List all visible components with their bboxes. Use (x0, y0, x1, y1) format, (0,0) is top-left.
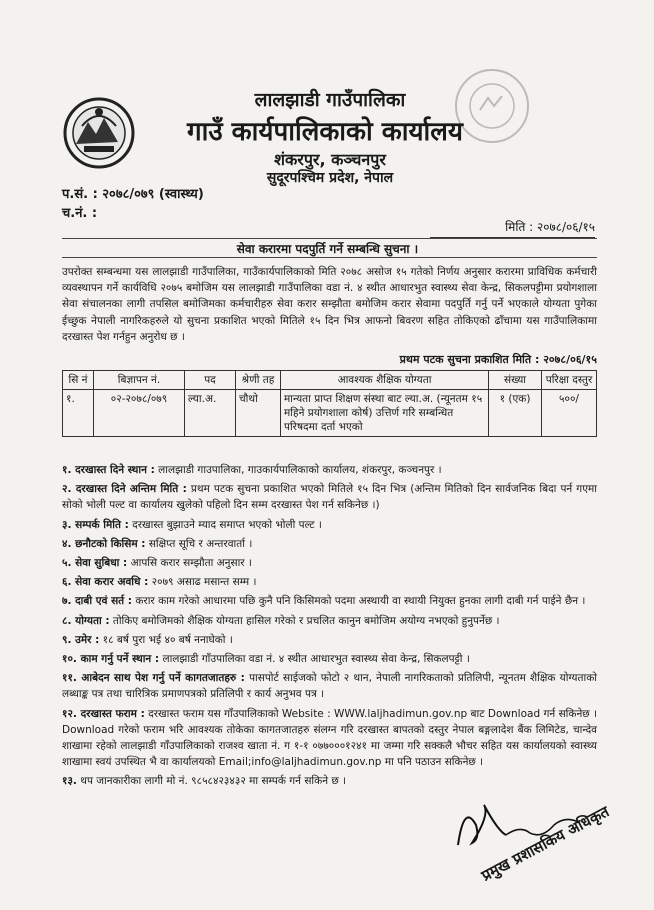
office-location: शंकरपुर, कञ्चनपुर (274, 150, 386, 169)
list-item-text: थप जानकारीका लागी मो नं. ९८५८४२३४३२ मा सम्पर्क गर्न सकिने छ । (76, 775, 347, 788)
municipality-emblem-icon (62, 96, 136, 170)
list-item (62, 517, 597, 533)
list-item-label: ४. छनौटको किसिम : (62, 537, 146, 550)
reference-number: प.सं. : २०७८/०७९ (स्वास्थ्य) (62, 187, 204, 202)
list-item-text: करार काम गरेको आधारमा पछि कुनै पनि किसिमको पदमा अस्थायी वा स्थायी नियुक्त हुनका लागी दाबी गर्न पाईने छैन । (132, 595, 586, 608)
list-item-label: ६. सेवा करार अवधि : (62, 576, 149, 589)
table-cell: चौथो (236, 390, 281, 437)
list-item (62, 536, 597, 552)
list-item-text: लालझाडी गाउपालिका, गाउकार्यपालिकाको कार्यालय, शंकरपुर, कञ्चनपुर । (154, 464, 442, 476)
list-item-text: तोकिए बमोजिमको शैक्षिक योग्यता हासिल गरेको र प्रचलित कानुन बमोजिम अयोग्य नभएको हुनुपर्नेछ । (109, 614, 500, 627)
list-item (62, 593, 597, 609)
published-date-line: प्रथम पटक सुचना प्रकाशित मिति : २०७८/०६/१५ (399, 353, 597, 366)
list-item (62, 651, 597, 667)
province-name: सुदूरपश्चिम प्रदेश, नेपाल (266, 170, 394, 186)
list-item-label: ५. सेवा सुबिधा : (62, 557, 128, 570)
column-header: श्रेणी तह (236, 371, 281, 390)
column-header: संख्या (489, 371, 542, 390)
list-item-label: ७. दाबी एवं सर्त : (62, 595, 133, 608)
list-item-text: लालझाडी गाँउपालिका वडा नं. ४ स्थीत आधारभुत स्वास्थ्य सेवा केन्द्र, सिकलपट्टी । (159, 653, 470, 666)
list-item-label: १०. काम गर्नु पर्ने स्थान : (62, 653, 160, 666)
list-item-text: २०७९ असाढ मसान्त सम्म । (148, 576, 257, 589)
list-item-text: आपसि करार सम्झौता अनुसार । (127, 557, 252, 570)
column-header: पद (185, 371, 236, 390)
list-item (62, 555, 597, 571)
list-item (62, 706, 597, 771)
table-cell: ल्या.अ. (185, 390, 236, 437)
list-item-text: दरखास्त फराम यस गाँउपालिकाको Website : WWW.laljhadimun.gov.np बाट Download गर्न सकिनेछ । Download गरेको फराम भरि आवश्यक तोकेका कागतजातहरु संलग्न गरि दरखास्त बापतको दस्तुर नेपाल बङ्गलादेश बैंक लिमिटेड, चान्देव शाखामा रहेको लालझाडी गाँउपालिकाको राजश्व खाता नं. ग १-१ ०७७०००१२४१ मा जम्मा गरि सक्कलै भौचर सहित यस कार्यालयको स्वास्थ्य शाखामा स्वयं उपस्थित भै वा कार्यालयको Email;info@laljhadimun.gov.np मा पनि पठाउन सकिनेछ । (62, 707, 597, 769)
column-header: बिज्ञापन नं. (94, 371, 185, 390)
dispatch-number: च.नं. : (62, 206, 98, 221)
notice-title: सेवा करारमा पदपुर्ति गर्ने सम्बन्धि सुचना । (236, 242, 419, 256)
intro-paragraph: उपरोक्त सम्बन्धमा यस लालझाडी गाउँपालिका, गाउँकार्यपालिकाको मिति २०७८ असोज १५ गतेको निर्णय अनुसार करारमा प्राविधिक कर्मचारी व्यवस्थापन गर्ने कार्यविधि २०७५ बमोजिम यस लालझाडी गाउँपालिका वडा नं. ४ स्थीत आधारभुत स्वास्थ्य सेवा केन्द्र, सिकलपट्टीमा प्रयोगशाला सेवा संचालनका लागी तपसिल बमोजिमका कर्मचारीहरु सेवा करार सम्झौता बमोजिम करार सेवामा पदपुर्ति गर्नु पर्ने भएकाले योग्यता पुगेका ईच्छुक नेपाली नागरिकहरुले यो सुचना प्रकाशित भएको मितिले १५ दिन भित्र आफनो बिवरण सहित तोकिएको ढाँचामा यस गाउँपालिकामा दरखास्त पेश गर्नहुन अनुरोध छ । (62, 266, 597, 343)
list-item-label: ९. उमेर : (62, 633, 100, 646)
list-item-label: ३. सम्पर्क मिति : (62, 518, 129, 531)
terms-list (62, 462, 597, 793)
list-item-text: १८ बर्ष पुरा भई ४० बर्ष ननाघेको । (99, 633, 233, 646)
column-header: आवश्यक शैक्षिक योग्यता (281, 371, 489, 390)
list-item-text: पासपोर्ट साईजको फोटो २ थान, नेपाली नागरिकताको प्रतिलिपी, न्यूनतम शैक्षिक योग्यताको लब्धाङ्क पत्र तथा चारित्रिक प्रमाणपत्रको प्रतिलिपी र कार्य अनुभव पत्र । (62, 672, 597, 701)
list-item-text: सक्षिप्त सूचि र अन्तरवार्ता । (145, 537, 253, 550)
table-cell: मान्यता प्राप्त शिक्षण संस्था बाट ल्या.अ. (न्यूनतम १५ महिने प्रयोगशाला कोर्ष) उत्तिर्ण गरि सम्बन्धित परिषदमा दर्ता भएको (281, 390, 489, 437)
table-cell: १. (63, 390, 94, 437)
list-item-label: ८. योग्यता : (62, 614, 110, 627)
table-cell: ५००/ (542, 390, 597, 437)
list-item (62, 613, 597, 629)
list-item (62, 462, 597, 478)
column-header: परिक्षा दस्तुर (542, 371, 597, 390)
office-name: गाउँ कार्यपालिकाको कार्यालय (187, 117, 463, 147)
table-header-row (63, 371, 597, 390)
notice-date: मिति : २०७८/०६/१५ (430, 218, 595, 238)
list-item-label: ११. आबेदन साथ पेश गर्नु पर्ने कागतजातहरु : (62, 672, 245, 685)
divider (62, 257, 597, 258)
list-item-label: १२. दरखास्त फराम : (62, 707, 145, 720)
divider (62, 238, 597, 239)
list-item (62, 574, 597, 590)
municipality-name: लालझाडी गाउँपालिका (254, 89, 406, 111)
vacancy-table (62, 370, 597, 437)
column-header: सि नं (63, 371, 94, 390)
list-item-text: प्रथम पटक सुचना प्रकाशित भएको मितिले १५ दिन भित्र (अन्तिम मितिको दिन सार्वजनिक बिदा पर्न गएमा सोको भोली पल्ट वा कार्यालय खुलेको पहिलो दिन सम्म दरखास्त पेश गर्न सकिनेछ ।) (62, 483, 597, 512)
list-item-text: दरखास्त बुझाउने म्याद समाप्त भएको भोली पल्ट । (128, 518, 322, 531)
table-cell: १ (एक) (489, 390, 542, 437)
table-cell: ०२-२०७८/०७९ (94, 390, 185, 437)
list-item-label: २. दरखास्त दिने अन्तिम मिति : (62, 483, 187, 496)
list-item (62, 773, 597, 789)
signatory-designation: प्रमुख प्रशासकिय अधिकृत (478, 802, 613, 885)
list-item (62, 481, 597, 513)
list-item (62, 632, 597, 648)
list-item (62, 670, 597, 702)
list-item-label: १. दरखास्त दिने स्थान : (62, 464, 155, 476)
table-row (63, 390, 597, 437)
list-item-label: १३. (62, 775, 77, 788)
